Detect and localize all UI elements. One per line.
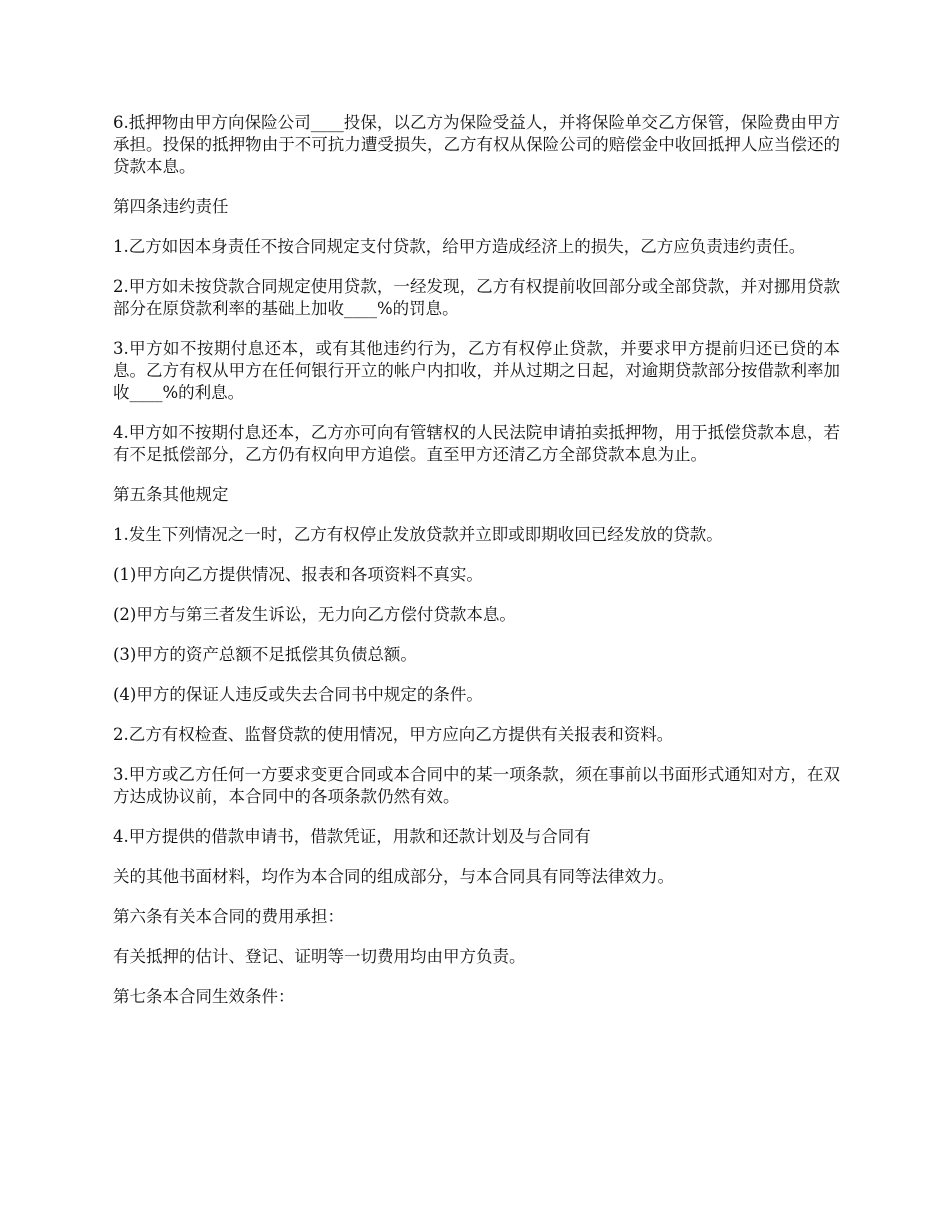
clause-5-4: 4.甲方提供的借款申请书，借款凭证，用款和还款计划及与合同有 xyxy=(113,827,591,846)
clause-5-1-item-4: (4)甲方的保证人违反或失去合同书中规定的条件。 xyxy=(113,685,483,704)
clause-5-1-item-2: (2)甲方与第三者发生诉讼，无力向乙方偿付贷款本息。 xyxy=(113,605,516,624)
section-heading-7: 第七条本合同生效条件： xyxy=(113,987,295,1006)
clause-5-2: 2.乙方有权检查、监督贷款的使用情况，甲方应向乙方提供有关报表和资料。 xyxy=(113,725,674,744)
section-heading-6: 第六条有关本合同的费用承担： xyxy=(113,907,344,926)
clause-4-1: 1.乙方如因本身责任不按合同规定支付贷款，给甲方造成经济上的损失，乙方应负责违约责任。 xyxy=(113,237,806,256)
clause-6-insurance: 6.抵押物由甲方向保险公司____投保，以乙方为保险受益人，并将保险单交乙方保管，保险费由甲方承担。投保的抵押物由于不可抗力遭受损失，乙方有权从保险公司的赔偿金中收回抵押人应当偿还的贷款本息。 xyxy=(113,113,840,176)
clause-4-4: 4.甲方如不按期付息还本，乙方亦可向有管辖权的人民法院申请拍卖抵押物，用于抵偿贷款本息，若有不足抵偿部分，乙方仍有权向甲方追偿。直至甲方还清乙方全部贷款本息为止。 xyxy=(113,423,840,464)
section-heading-4: 第四条违约责任 xyxy=(113,197,229,216)
clause-5-3: 3.甲方或乙方任何一方要求变更合同或本合同中的某一项条款，须在事前以书面形式通知对方，在双方达成协议前，本合同中的各项条款仍然有效。 xyxy=(113,765,840,806)
clause-5-1-item-1: (1)甲方向乙方提供情况、报表和各项资料不真实。 xyxy=(113,565,483,584)
section-heading-5: 第五条其他规定 xyxy=(113,485,229,504)
clause-4-3: 3.甲方如不按期付息还本，或有其他违约行为，乙方有权停止贷款，并要求甲方提前归还已贷的本息。乙方有权从甲方在任何银行开立的帐户内扣收，并从过期之日起，对逾期贷款部分按借款利率加收____%的利息。 xyxy=(113,339,840,402)
clause-5-1: 1.发生下列情况之一时，乙方有权停止发放贷款并立即或即期收回已经发放的贷款。 xyxy=(113,525,723,544)
clause-5-1-item-3: (3)甲方的资产总额不足抵偿其负债总额。 xyxy=(113,645,417,664)
clause-6-costs: 有关抵押的估计、登记、证明等一切费用均由甲方负责。 xyxy=(113,947,526,966)
document-page xyxy=(113,112,840,1026)
clause-4-2: 2.甲方如未按贷款合同规定使用贷款，一经发现，乙方有权提前收回部分或全部贷款，并对挪用贷款部分在原贷款利率的基础上加收____%的罚息。 xyxy=(113,277,840,318)
clause-5-4-continued: 关的其他书面材料，均作为本合同的组成部分，与本合同具有同等法律效力。 xyxy=(113,867,674,886)
